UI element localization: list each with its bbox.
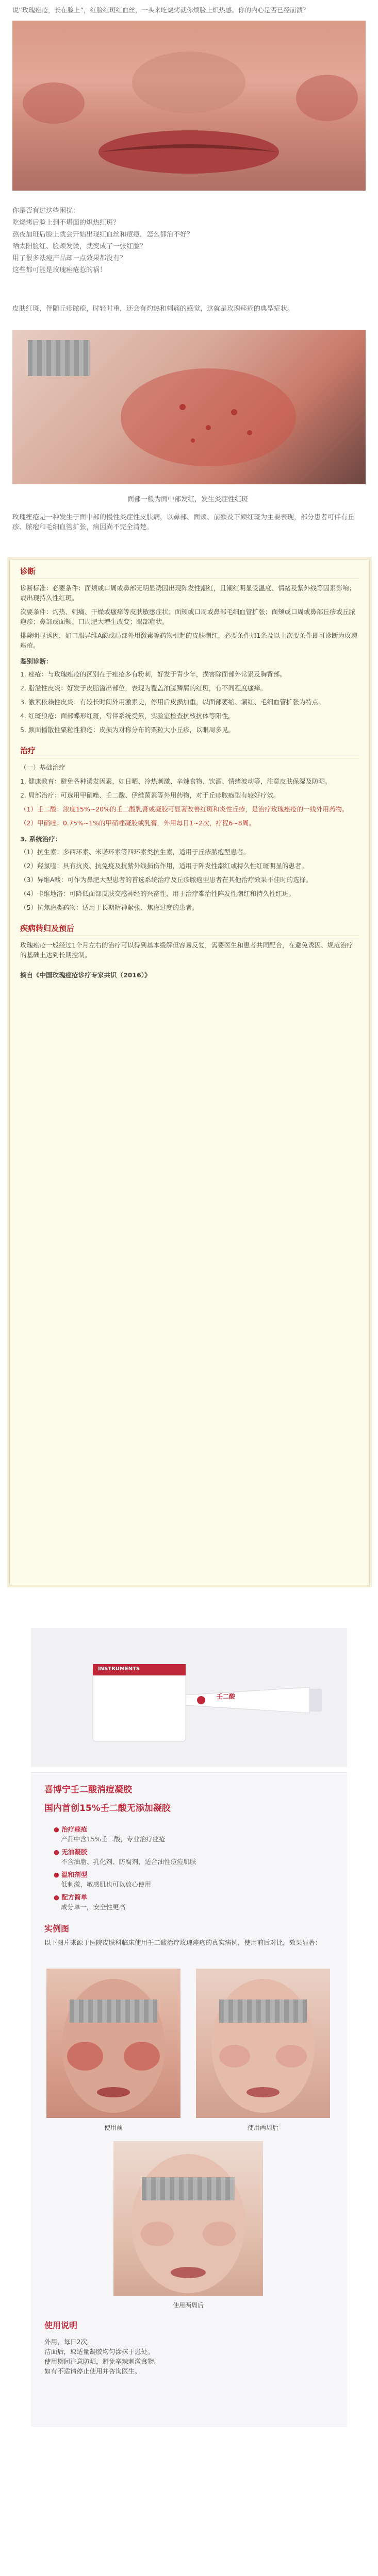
list-item: （3）异维A酸：可作为鼻肥大型患者的首选系统治疗及丘疹脓疱型患者在其他治疗效果不佳时的选择。 <box>20 876 313 884</box>
section-title: 诊断 <box>20 567 359 579</box>
section-title: 治疗 <box>20 746 359 758</box>
privacy-mosaic <box>70 1999 157 2023</box>
privacy-mosaic <box>142 2177 235 2200</box>
list-item: 1. 痤疮：与玫瑰痤疮的区别在于痤疮多有粉刺，好发于青少年，损害除面部外常累及胸背部。 <box>20 670 286 678</box>
article2-intro: 皮肤红斑，伴随丘疹脓疱，时轻时重，还会有灼热和刺痛的感觉，这就是玫瑰痤疮的典型症状。 <box>12 305 294 313</box>
list-item: 3. 激素依赖性皮炎：有较长时间外用激素史，停用后皮损加重，以面部萎缩、潮红、毛细血管扩张为特点。 <box>20 698 325 706</box>
usage-item: 如有不适请停止使用并咨询医生。 <box>44 2367 141 2375</box>
section-para: （一）基础治疗 <box>20 764 65 771</box>
feature-heading: ● 治疗痤疮 <box>54 1825 88 1833</box>
section-para: 次要条件：灼热、刺痛、干燥或瘙痒等皮肤敏感症状；面颊或口周或鼻部毛细血管扩张；面颊或口周或鼻部丘疹或丘脓疱疹；鼻部或面颊、口周肥大增生改变；眼部症状。 <box>20 608 356 625</box>
list-item: 5. 颜面播散性粟粒性狼疮：皮损为对称分布的粟粒大小丘疹，以眼周多见。 <box>20 726 235 734</box>
case-title: 实例图 <box>44 1924 70 1934</box>
section-para: 玫瑰痤疮一般经过1个月左右的治疗可以得到基本缓解但容易反复，需要医生和患者共同配合，在避免诱因、规范治疗的基础上达到长期控制。 <box>20 941 353 959</box>
feature-text: 成分单一，安全性更高 <box>61 1903 126 1911</box>
source-citation: 摘自《中国玫瑰痤疮诊疗专家共识（2016）》 <box>20 971 151 979</box>
face-closeup-illustration <box>12 21 366 191</box>
comparison-photo <box>113 2141 263 2296</box>
feature-heading: ● 无油凝胶 <box>54 1848 88 1856</box>
product-brand: INSTRUMENTS <box>98 1666 140 1672</box>
list-item: （4）卡维地洛：可降低面部皮肤交感神经的兴奋性，用于治疗难治性阵发性潮红和持久性红斑。 <box>20 890 295 897</box>
privacy-mosaic <box>219 1999 307 2023</box>
feature-text: 低刺激，敏感肌也可以放心使用 <box>61 1880 152 1888</box>
comparison-face-illustration <box>113 2141 263 2296</box>
section-para: 诊断标准：必要条件：面颊或口周或鼻部无明显诱因出现阵发性潮红，且潮红明显受温度、情绪及紫外线等因素影响；或出现持久性红斑。 <box>20 584 356 602</box>
product-subtitle: 国内首创15%壬二酸无添加凝胶 <box>44 1803 171 1814</box>
product-image <box>31 1628 347 1767</box>
article-box <box>9 559 370 1585</box>
section-para: 2. 局部治疗：可选用甲硝唑、壬二酸、伊维菌素等外用药物，对于丘疹脓疱型有较好疗效。 <box>20 791 280 799</box>
usage-list <box>44 2337 333 2376</box>
feature-heading: ● 温和剂型 <box>54 1871 88 1878</box>
list-item: （5）抗焦虑类药物：适用于长期精神紧张、焦虑过度的患者。 <box>20 904 199 911</box>
feature-text: 不含油脂、乳化剂、防腐剂，适合油性痘痘肌肤 <box>61 1858 196 1866</box>
usage-item: 使用期间注意防晒，避免辛辣刺激食物。 <box>44 2358 161 2365</box>
list-item: （2）羟氯喹：具有抗炎、抗免疫及抗紫外线损伤作用，适用于阵发性潮红或持久性红斑明显的患者。 <box>20 862 308 870</box>
list-item: 4. 红斑狼疮：面部蝶形红斑，常伴系统受累，实验室检查抗核抗体等阳性。 <box>20 712 235 720</box>
list-item: （1）抗生素：多西环素、米诺环素等四环素类抗生素，适用于丘疹脓疱型患者。 <box>20 848 250 856</box>
section-para: 排除明显诱因，如口服异维A酸或局部外用激素等药物引起的皮肤潮红，必要条件加1条及以上次要条件即可诊断为玫瑰痤疮。 <box>20 632 358 649</box>
section-para: 1. 健康教育：避免各种诱发因素，如日晒、冷热刺激、辛辣食物、饮酒、情绪波动等，注意皮肤保湿及防晒。 <box>20 777 332 785</box>
feature-heading: ● 配方简单 <box>54 1893 88 1901</box>
product-title: 喜博宁壬二酸消痘凝胶 <box>44 1785 132 1795</box>
product-info <box>31 1772 347 2427</box>
list-item: 2. 脂溢性皮炎：好发于皮脂溢出部位，表现为覆盖油腻鳞屑的红斑，有不同程度瘙痒。 <box>20 684 267 692</box>
usage-title: 使用说明 <box>44 2320 78 2330</box>
red-note: （1）壬二酸：浓度15%~20%的壬二酸乳膏或凝胶可显著改善红斑和炎性丘疹，是治疗玫瑰痤疮的一线外用药物。 <box>20 805 349 813</box>
face-closeup-photo <box>12 21 366 191</box>
after-label: 使用两周后 <box>247 2124 278 2131</box>
case-description: 以下图片来源于医院皮肤科临床使用壬二酸治疗玫瑰痤疮的真实病例，使用前后对比，效果显著： <box>44 1939 322 1946</box>
product-features <box>54 1824 332 1915</box>
after-label-2: 使用两周后 <box>172 2302 204 2309</box>
usage-item: 洁面后，取适量凝胶均匀涂抹于患处。 <box>44 2348 154 2355</box>
after-face-illustration <box>196 1969 330 2118</box>
intro-para: 用了很多祛痘产品却一点效果都没有？ <box>12 255 127 262</box>
section-title: 疾病转归及预后 <box>20 924 359 936</box>
intro-text: 说“玫瑰痤疮，长在脸上”，红脸红斑红血丝，一头来吃烧烤就你烦脸上炽热感。你的内心是否已经崩溃？ <box>12 6 309 14</box>
after-photo <box>196 1969 330 2118</box>
intro-para: 这些都可能是玫瑰痤疮惹的祸！ <box>12 266 107 274</box>
list-title: 3. 系统治疗： <box>20 835 62 843</box>
article2-after: 玫瑰痤疮是一种发生于面中部的慢性炎症性皮肤病，以鼻部、面颊、前额及下颏红斑为主要表现，部分患者可伴有丘疹、脓疱和毛细血管扩张，病因尚不完全清楚。 <box>12 514 355 531</box>
before-photo <box>46 1969 180 2118</box>
list-title: 鉴别诊断： <box>20 657 53 665</box>
usage-item: 外用，每日2次。 <box>44 2338 94 2346</box>
feature-text: 产品中含15%壬二酸，专业治疗痤疮 <box>61 1835 166 1843</box>
before-face-illustration <box>46 1969 180 2118</box>
before-label: 使用前 <box>104 2124 123 2131</box>
intro-paragraphs <box>12 206 363 277</box>
product-tube-text: 壬二酸 <box>217 1693 236 1700</box>
cheek-photo <box>12 330 366 484</box>
red-note: （2）甲硝唑：0.75%~1%的甲硝唑凝胶或乳膏，外用每日1~2次，疗程6~8周。 <box>20 819 255 827</box>
photo-caption: 面部一般为面中部发红，发生炎症性红斑 <box>127 496 248 503</box>
privacy-mosaic <box>28 340 90 376</box>
intro-para: 熬夜加班后脸上就会开始出现红血丝和痘痘，怎么都治不好？ <box>12 231 194 239</box>
intro-para: 你是否有过这些困扰： <box>12 207 80 215</box>
intro-para: 吃烧烤后脸上到不堪面的炽热红斑？ <box>12 219 120 227</box>
product-tube-illustration <box>31 1628 347 1767</box>
intro-para: 晒太阳脸红、脸颊发烫，就变成了一张红脸？ <box>12 243 147 250</box>
